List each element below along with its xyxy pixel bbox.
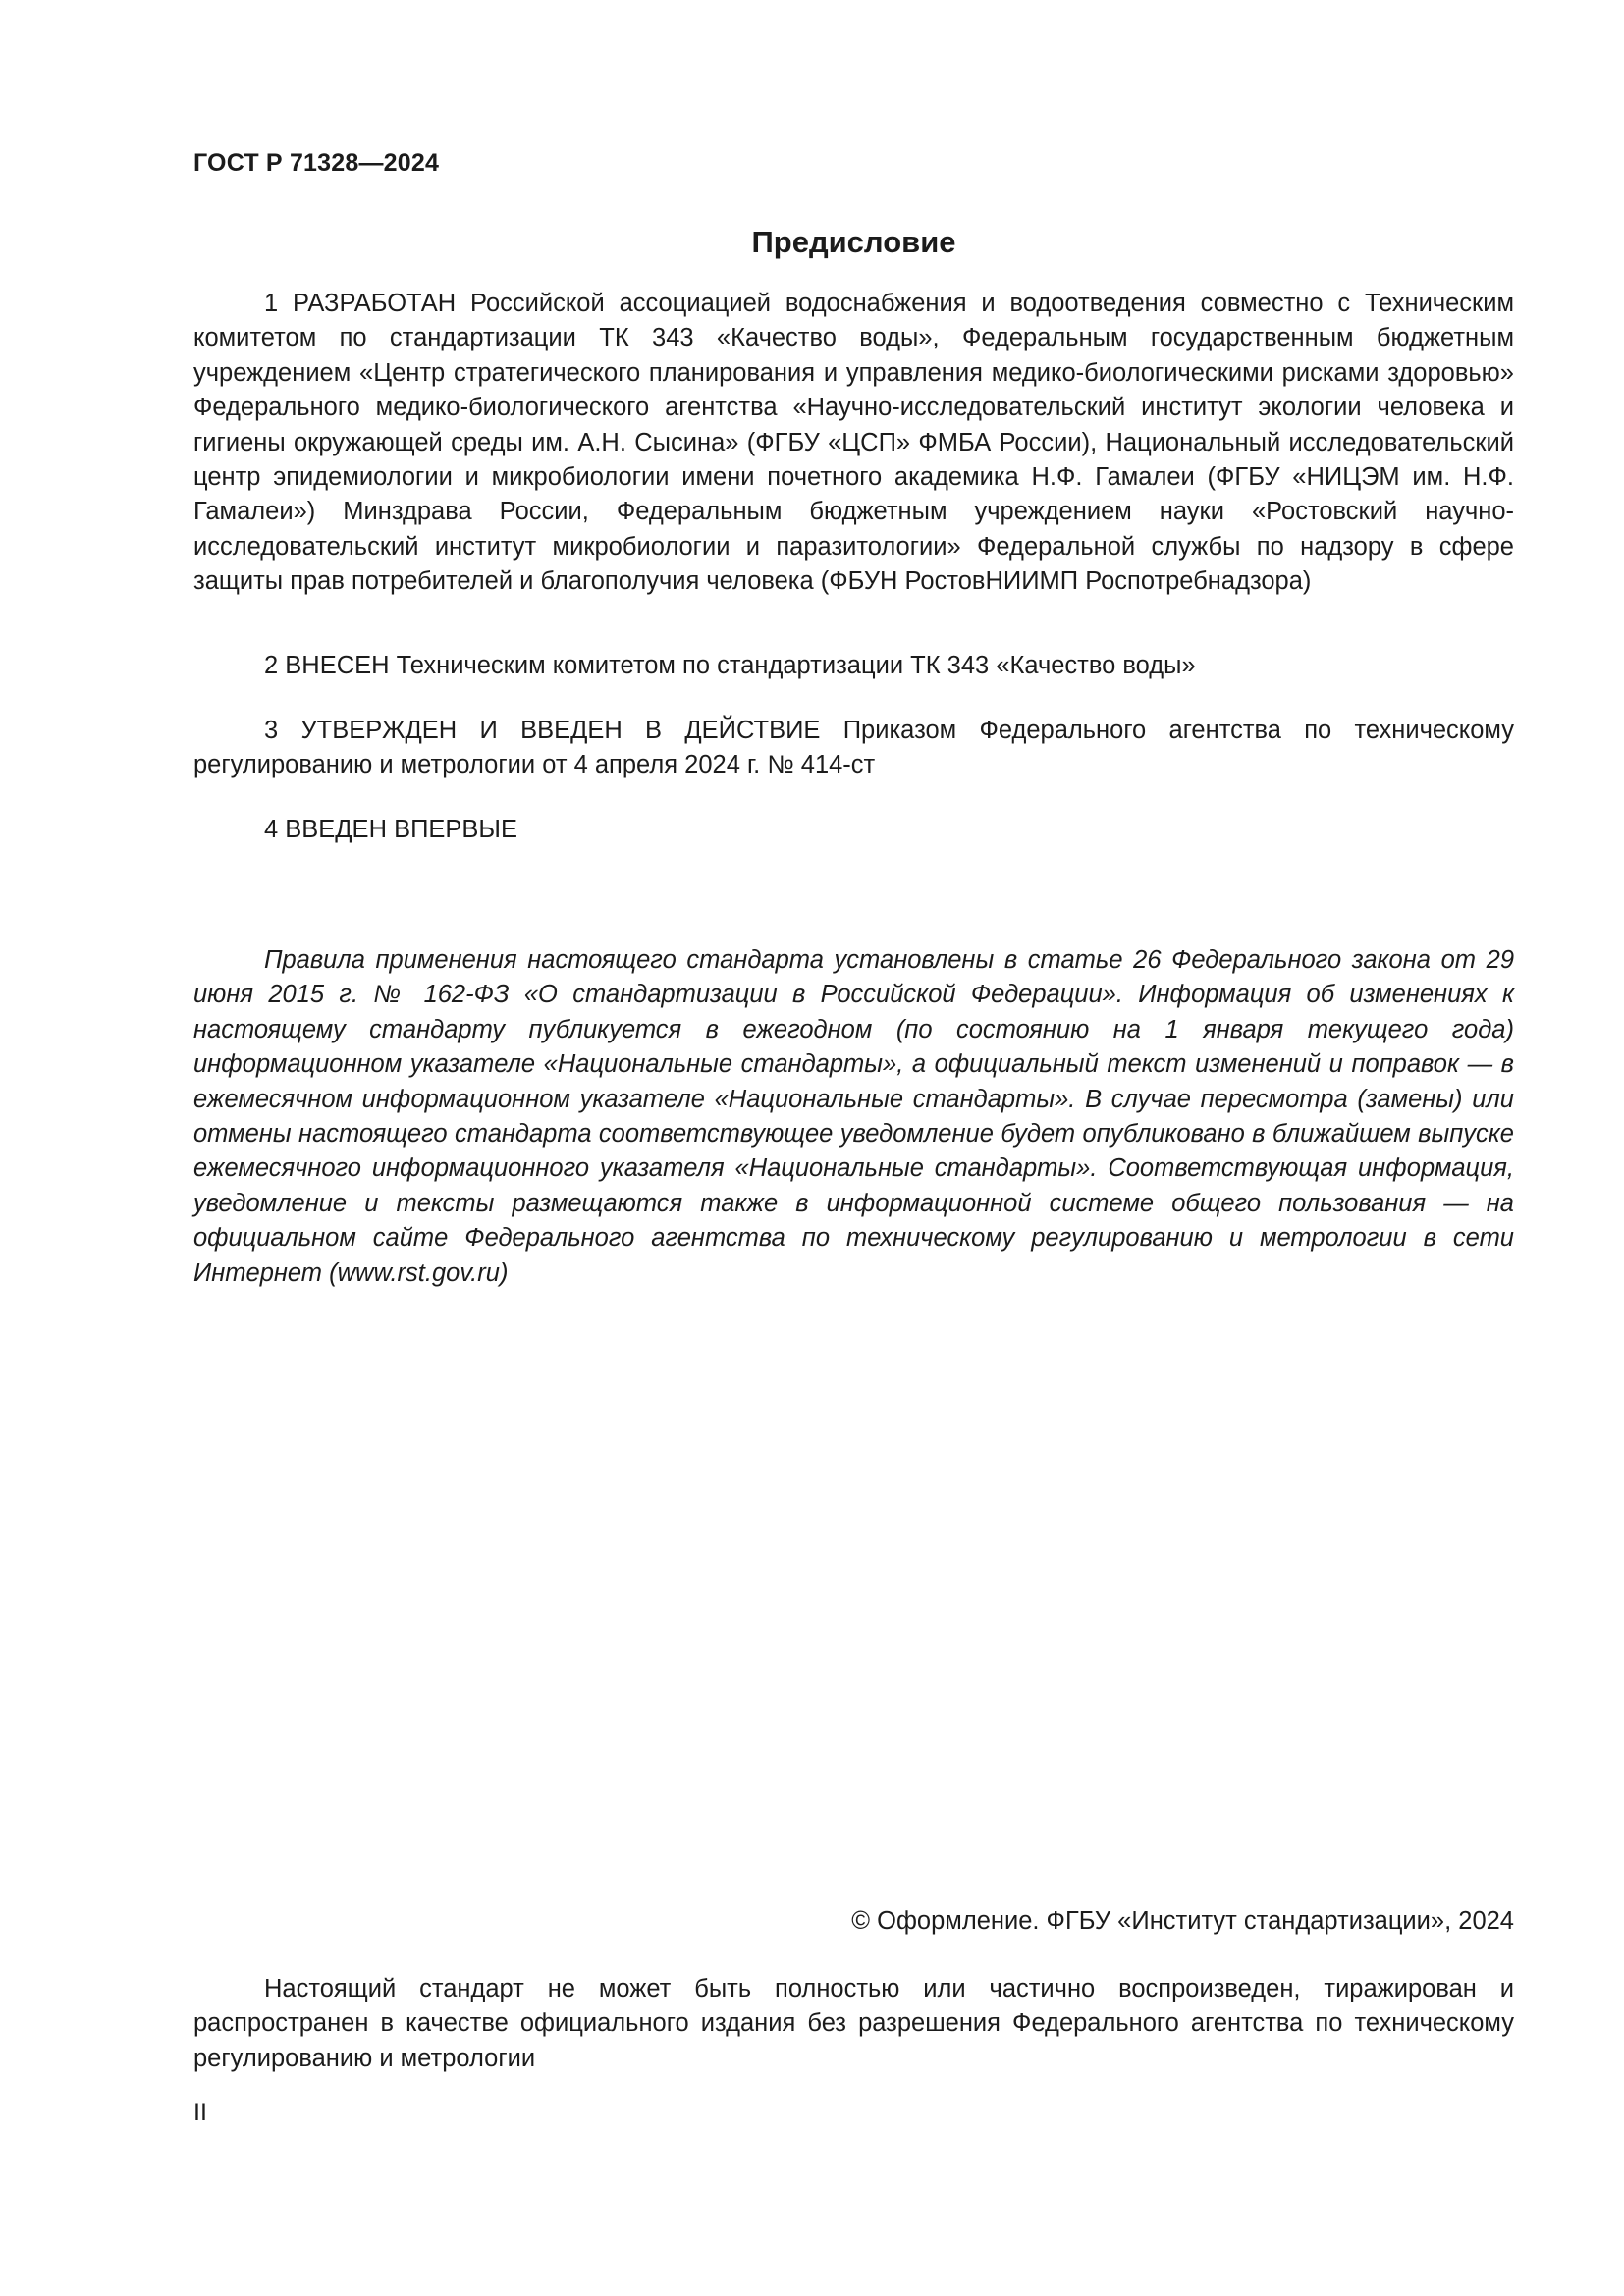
paragraph-first-introduced: 4 ВВЕДЕН ВПЕРВЫЕ — [264, 816, 518, 843]
paragraph-developed-by: 1 РАЗРАБОТАН Российской ассоциацией водоснабжения и водоотведения совместно с Техническим комитетом по стандартизации ТК 343 «Качество воды», Федеральным государственным бюджетным учреждением «Центр стратегического планирования и управления медико-биологическими рисками здоровью» Федерального медико-биологического агентства «Научно-исследовательский институт экологии человека и гигиены окружающей среды им. А.Н. Сысина» (ФГБУ «ЦСП» ФМБА России), Национальный исследовательский центр эпидемиологии и микробиологии имени почетного академика Н.Ф. Гамалеи (ФГБУ «НИЦЭМ им. Н.Ф. Гамалеи») Минздрава России, Федеральным бюджетным учреждением науки «Ростовский научно-исследовательский институт микробиологии и паразитологии» Федеральной службы по надзору в сфере защиты прав потребителей и благополучия человека (ФБУН РостовНИИМП Роспотребнадзора) — [193, 290, 1514, 596]
page-title: Предисловие — [751, 225, 956, 259]
legal-notice: Настоящий стандарт не может быть полностью или частично воспроизведен, тиражирован и распространен в качестве официального издания без разрешения Федерального агентства по техническому регулированию и метрологии — [193, 1975, 1514, 2072]
document-code: ГОСТ Р 71328—2024 — [193, 149, 440, 177]
paragraph-introduced-by: 2 ВНЕСЕН Техническим комитетом по стандартизации ТК 343 «Качество воды» — [264, 652, 1196, 679]
paragraph-approved: 3 УТВЕРЖДЕН И ВВЕДЕН В ДЕЙСТВИЕ Приказом Федерального агентства по техническому регулированию и метрологии от 4 апреля 2024 г. № 414-ст — [193, 717, 1514, 779]
copyright-line: © Оформление. ФГБУ «Институт стандартизации», 2024 — [851, 1907, 1514, 1935]
page-number: II — [193, 2099, 207, 2126]
rules-note: Правила применения настоящего стандарта установлены в статье 26 Федерального закона от 29 июня 2015 г. № 162-ФЗ «О стандартизации в Российской Федерации». Информация об изменениях к настоящему стандарту публикуется в ежегодном (по состоянию на 1 января текущего года) информационном указателе «Национальные стандарты», а официальный текст изменений и поправок — в ежемесячном информационном указателе «Национальные стандарты». В случае пересмотра (замены) или отмены настоящего стандарта соответствующее уведомление будет опубликовано в ближайшем выпуске ежемесячного информационного указателя «Национальные стандарты». Соответствующая информация, уведомление и тексты размещаются также в информационной системе общего пользования — на официальном сайте Федерального агентства по техническому регулированию и метрологии в сети Интернет (www.rst.gov.ru) — [193, 946, 1514, 1287]
